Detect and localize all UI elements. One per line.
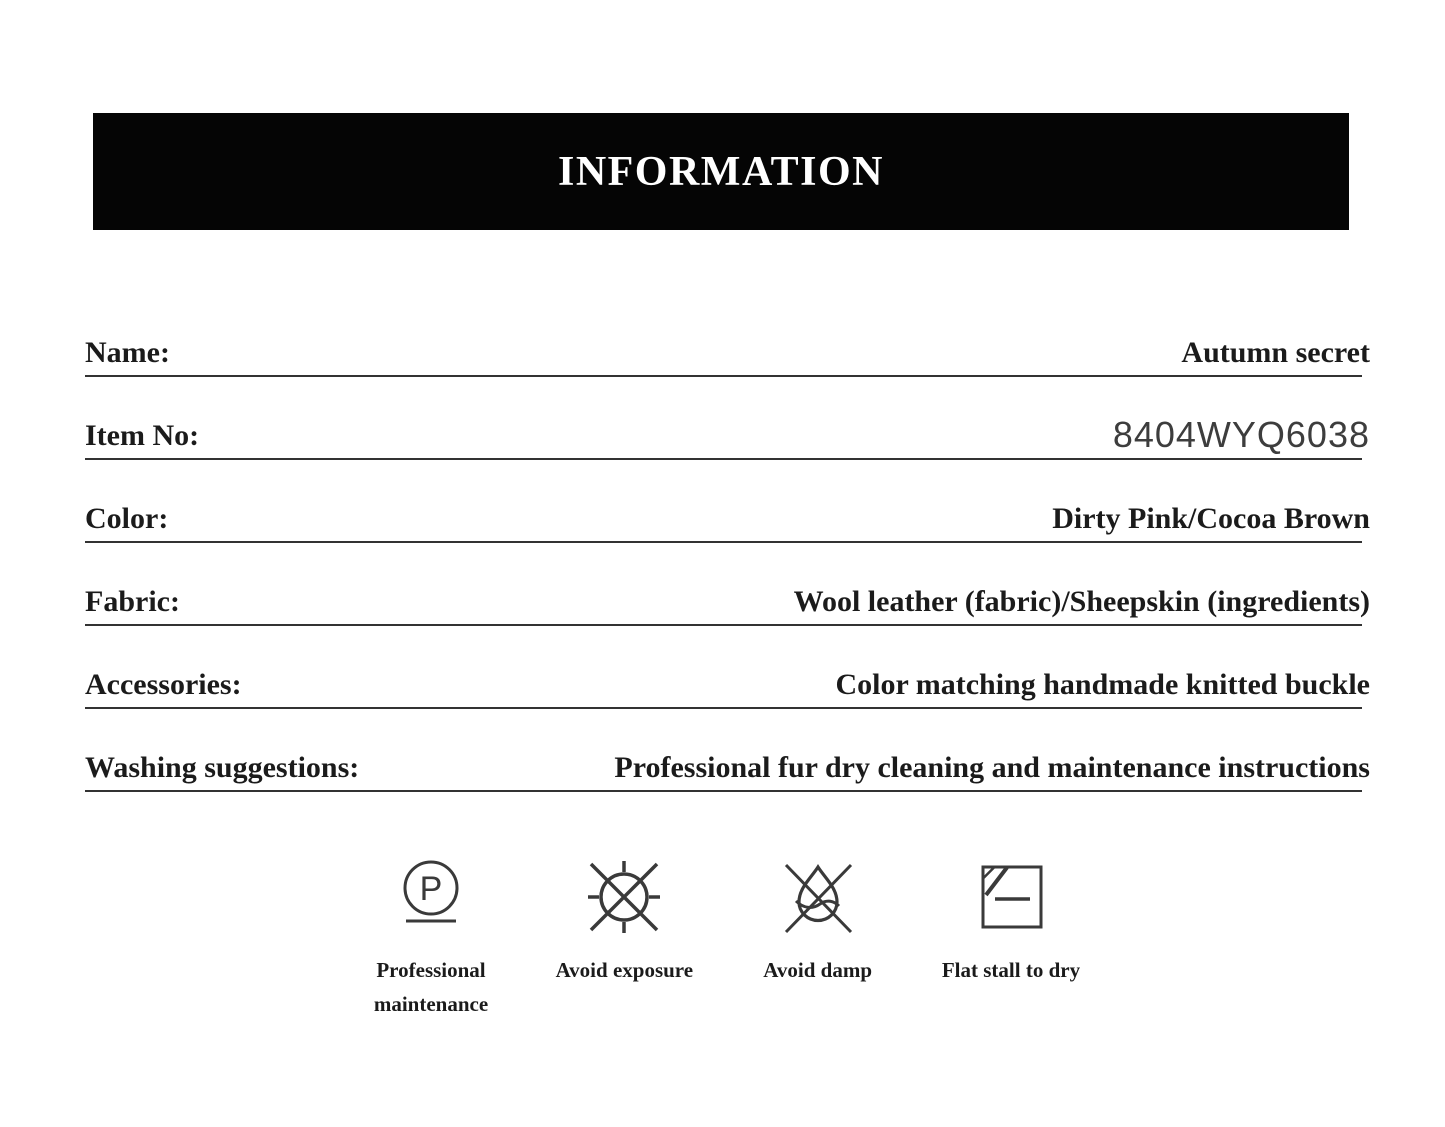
field-value: Wool leather (fabric)/Sheepskin (ingredients) xyxy=(793,585,1370,618)
field-label: Name: xyxy=(85,336,170,369)
info-fields xyxy=(85,294,1370,792)
care-item-avoid-exposure xyxy=(533,853,715,1021)
field-row-item-no xyxy=(85,377,1370,460)
field-label: Item No: xyxy=(85,419,200,452)
circle-p-professional-clean-icon xyxy=(393,853,469,941)
field-value: Autumn secret xyxy=(1181,336,1370,369)
field-label: Color: xyxy=(85,502,169,535)
field-row-color xyxy=(85,460,1370,543)
field-row-fabric xyxy=(85,543,1370,626)
care-label: Avoid exposure xyxy=(555,958,694,982)
care-item-avoid-damp xyxy=(727,853,909,1021)
field-label: Fabric: xyxy=(85,585,180,618)
care-label: Professional maintenance xyxy=(373,958,489,1016)
field-value: Dirty Pink/Cocoa Brown xyxy=(1052,502,1370,535)
svg-text:P: P xyxy=(419,870,443,908)
care-symbols-row xyxy=(340,853,1102,1021)
information-banner xyxy=(93,113,1349,230)
field-value: 8404WYQ6038 xyxy=(1112,414,1370,455)
field-row-name xyxy=(85,294,1370,377)
crossed-water-drop-icon xyxy=(777,853,859,941)
field-row-washing xyxy=(85,709,1370,792)
care-label: Avoid damp xyxy=(763,958,873,982)
banner-title: INFORMATION xyxy=(557,148,885,195)
field-value: Color matching handmade knitted buckle xyxy=(835,668,1370,701)
field-row-accessories xyxy=(85,626,1370,709)
field-value: Professional fur dry cleaning and maintenance instructions xyxy=(614,751,1370,784)
care-item-flat-dry xyxy=(920,853,1102,1021)
field-label: Accessories: xyxy=(85,668,242,701)
care-item-professional-maintenance xyxy=(340,853,522,1021)
care-label: Flat stall to dry xyxy=(941,958,1081,982)
flat-dry-in-shade-icon xyxy=(973,853,1049,941)
crossed-sun-icon xyxy=(583,853,665,941)
field-label: Washing suggestions: xyxy=(85,751,360,784)
